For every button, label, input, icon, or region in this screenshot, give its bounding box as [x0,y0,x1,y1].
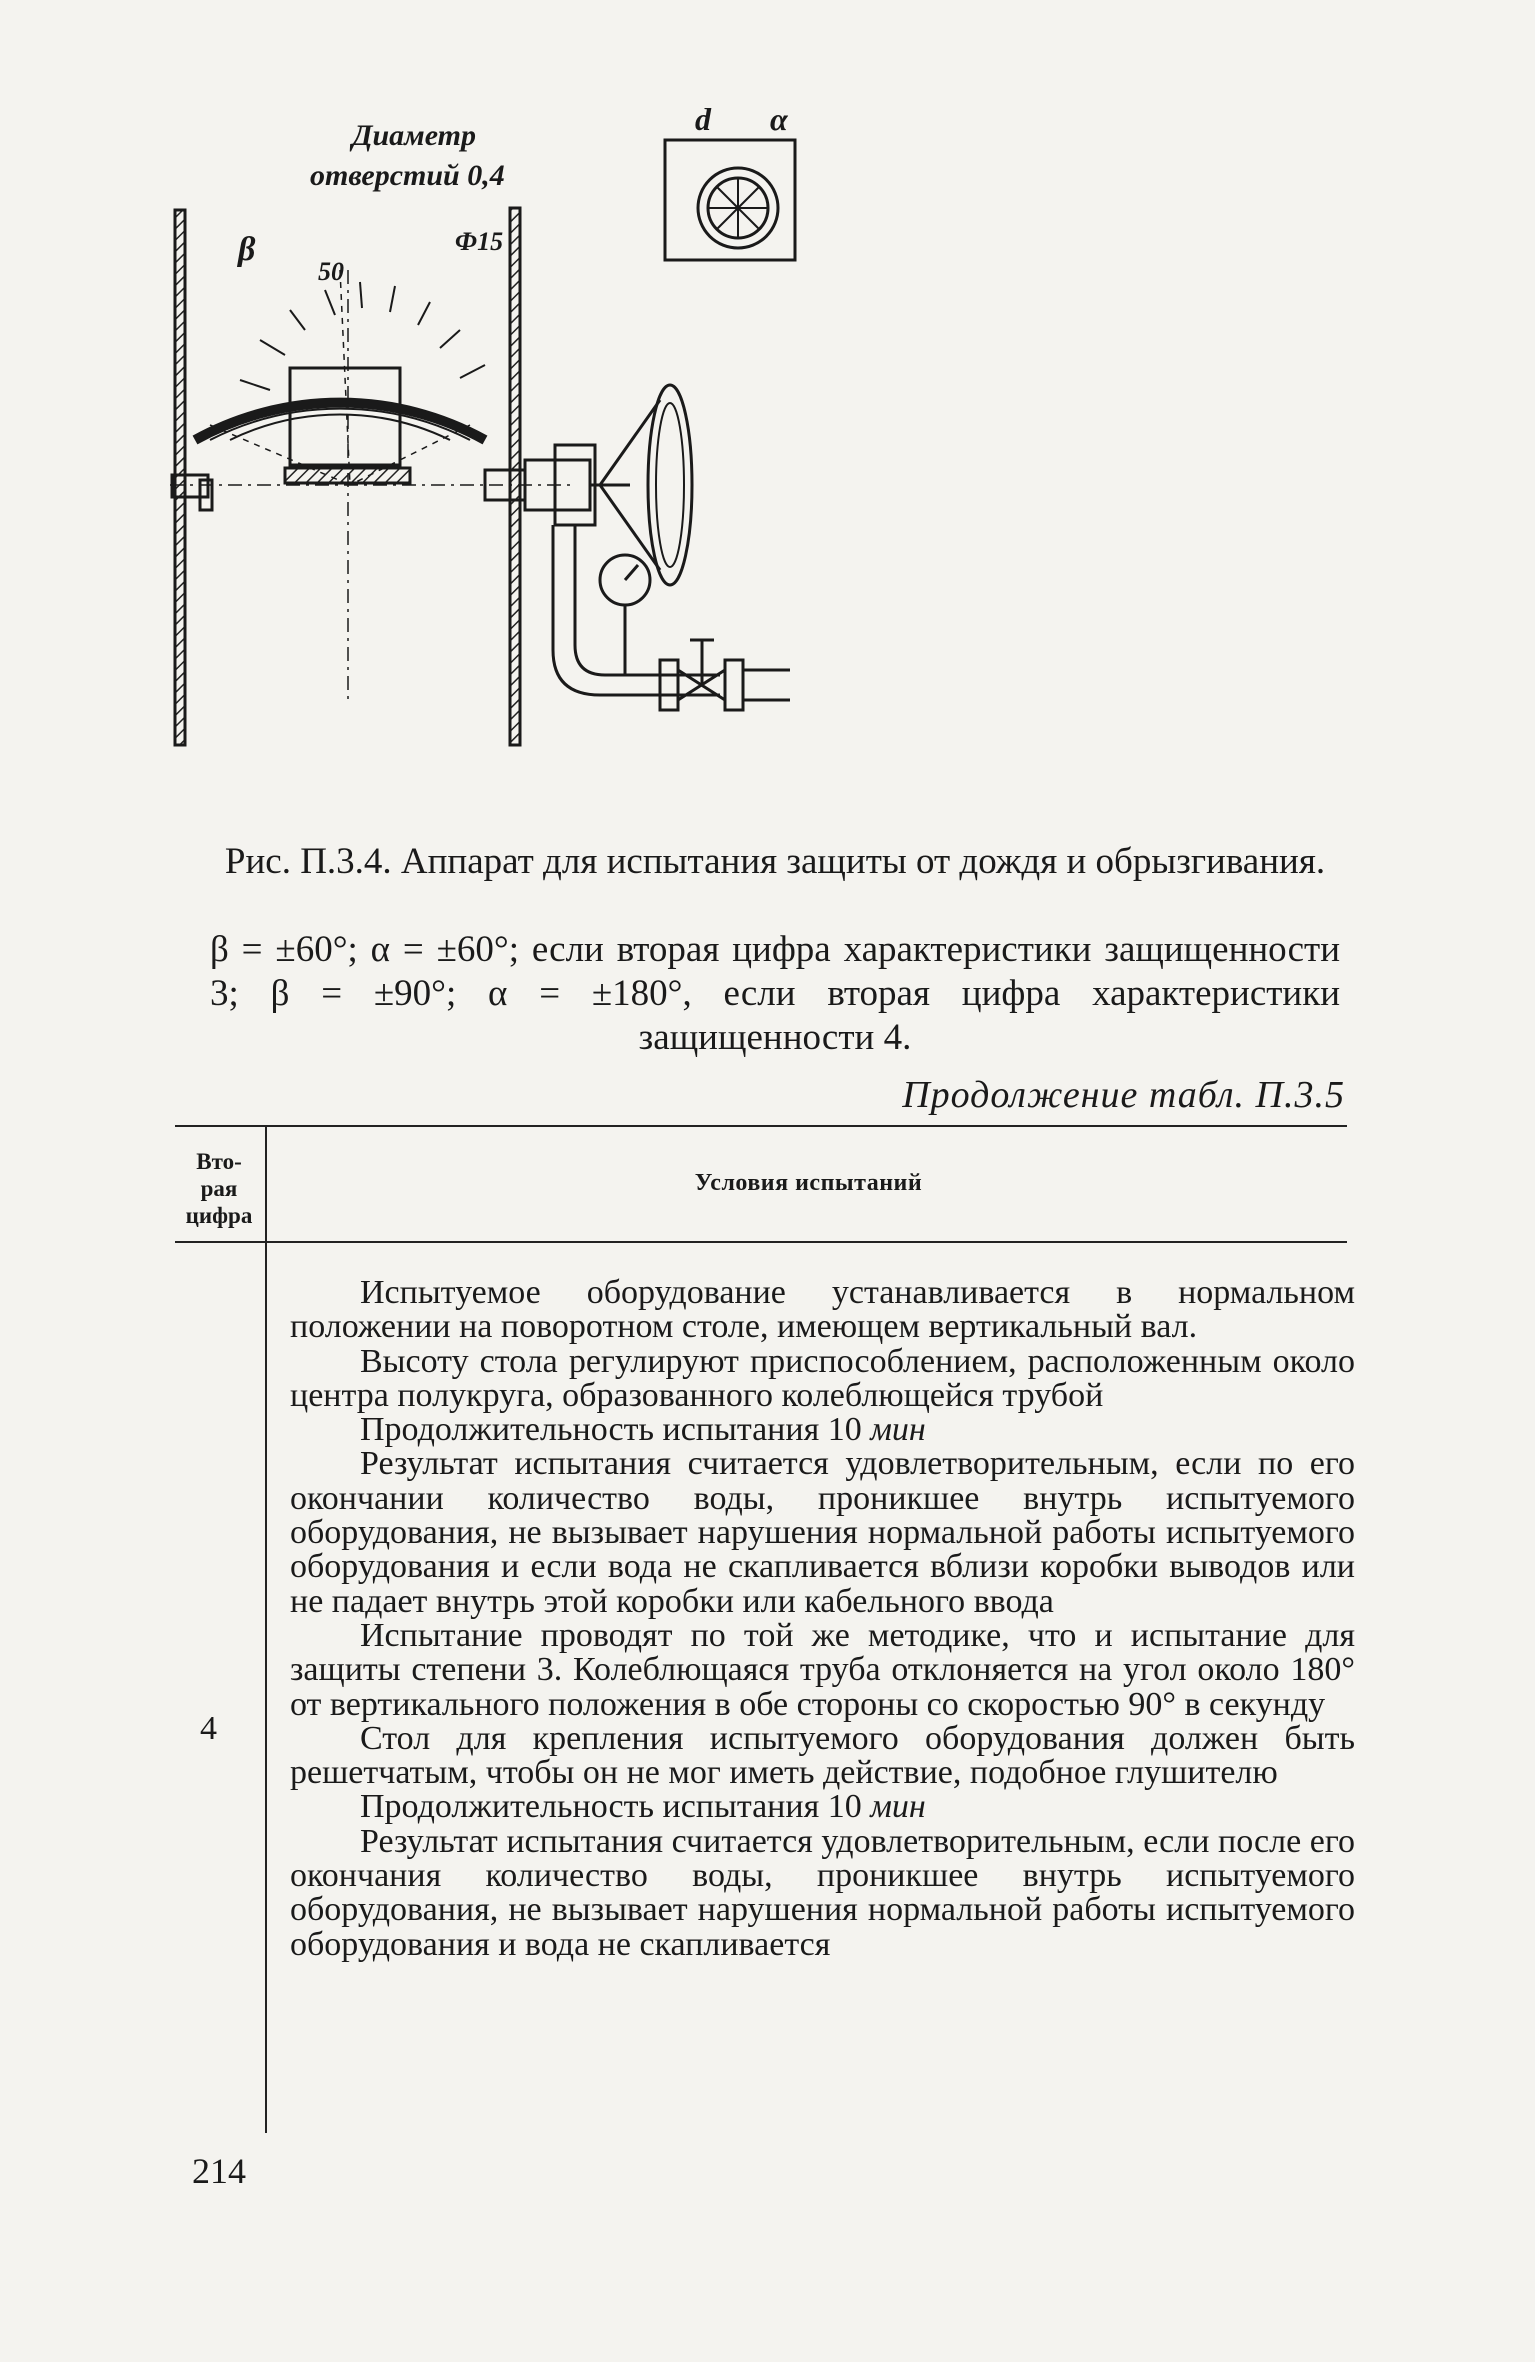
body-column-divider [265,1243,267,2133]
duration-2 [290,1790,1355,1824]
phi15-label: Ф15 [455,227,504,256]
hole-diameter-label: Диаметр [352,119,476,152]
rain-test-apparatus-figure [150,101,1250,830]
table-header-rule [175,1241,1347,1243]
table-top-rule [175,1125,1347,1127]
duration-1-text: Продолжительность испытания 10 [360,1411,862,1449]
header-test-conditions: Условия испытаний [694,1170,923,1196]
paragraph-4: Испытание проводят по той же методике, что и испытание для защиты степени 3. Колеблющаяся труба отклоняется на угол около 180° от вертикального положения в обе стороны со скоростью 90° в секунду [290,1616,1355,1723]
paragraph-6: Результат испытания считается удовлетворительным, если после его окончания количество воды, проникшее внутрь испытуемого оборудования, не вызывает нарушения нормальной работы испытуемого оборудования и вода не скапливается [290,1822,1355,1963]
d-label: d [695,101,711,137]
header-col1-line2: рая [200,1176,238,1201]
hole-diameter-label-2: отверстий 0,4 [310,159,505,192]
duration-2-unit: мин [870,1788,926,1826]
alpha-label: α [770,101,788,137]
duration-2-text: Продолжительность испытания 10 [360,1788,862,1826]
header-second-digit [175,1148,263,1229]
beta-label: β [238,231,256,268]
duration-1-unit: мин [870,1411,926,1449]
paragraph-1: Испытуемое оборудование устанавливается в нормальном положении на поворотном столе, имеющем вертикальный вал. [290,1274,1355,1346]
test-conditions-text [290,1276,1355,1962]
fifty-label: 50 [318,257,344,286]
figure-caption-title: Рис. П.3.4. Аппарат для испытания защиты от дождя и обрызгивания. [224,841,1326,882]
figure-caption-notes: β = ±60°; α = ±60°; если вторая цифра характеристики защищенности 3; β = ±90°; α = ±180°, если вторая цифра характеристики защищенности 4. [210,929,1340,1058]
header-column-divider [265,1127,267,1241]
paragraph-3: Результат испытания считается удовлетворительным, если по его окончании количество воды, проникшее внутрь испытуемого оборудования, не вызывает нарушения нормальной работы испытуемого оборудования и если вода не скапливается вблизи коробки выводов или не падает внутрь этой коробки или кабельного ввода [290,1445,1355,1620]
header-col1-line3: цифра [185,1203,253,1228]
paragraph-2: Высоту стола регулируют приспособлением, расположенным около центра полукруга, образованного колеблющейся трубой [290,1342,1355,1414]
paragraph-5: Стол для крепления испытуемого оборудования должен быть решетчатым, чтобы он не мог иметь действие, подобное глушителю [290,1719,1355,1792]
header-col1-line1: Вто- [196,1149,242,1174]
table-continuation-label: Продолжение табл. П.3.5 [902,1074,1345,1116]
page-number: 214 [192,2151,246,2191]
row-digit: 4 [200,1710,217,1747]
duration-1 [290,1413,1355,1447]
